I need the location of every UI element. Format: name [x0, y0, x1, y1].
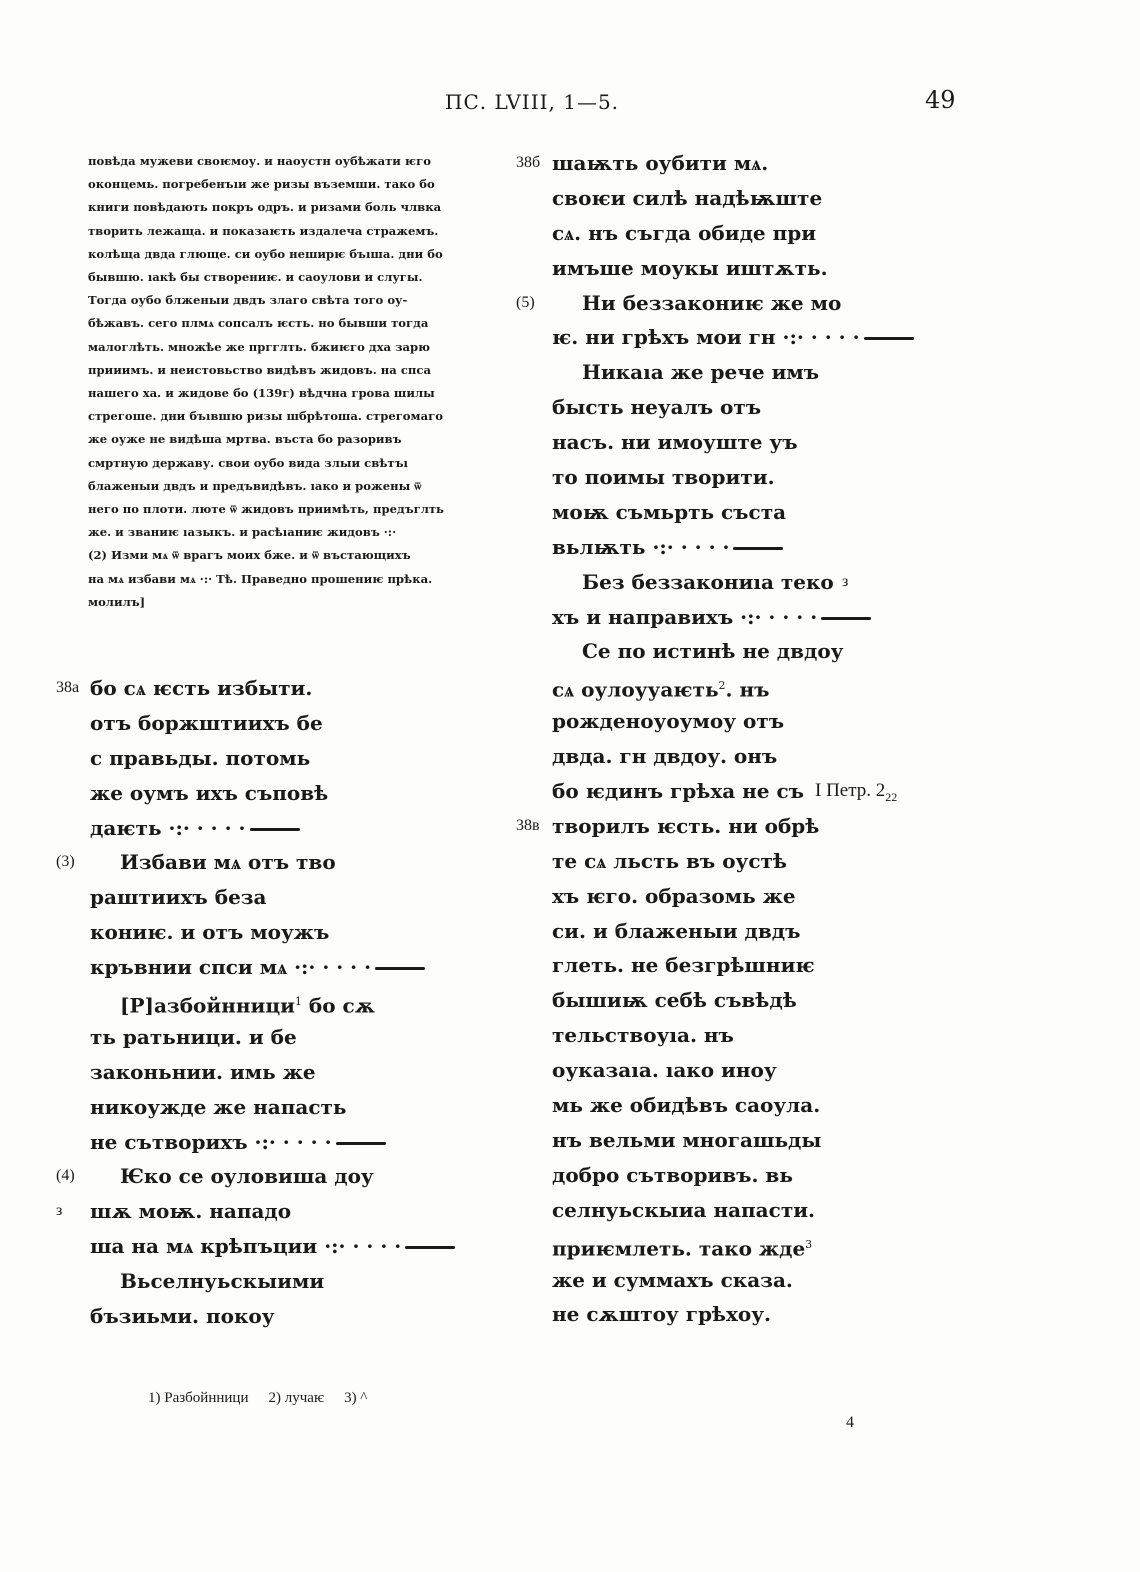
commentary-line: смртную державу. свои оубо вида злыи свѣтъı — [88, 455, 408, 470]
line-text: вьлѭть ·:· · · · · — [552, 534, 730, 559]
footnotes — [148, 1390, 387, 1407]
line-text: отъ боржштиихъ бе — [90, 710, 323, 735]
commentary-line: (2) Изми мѧ ѿ врагъ моих бже. и ѿ въстающихъ — [88, 548, 411, 563]
line-text: ть ратьници. и бе — [90, 1024, 297, 1049]
margin-marker: (5) — [516, 293, 535, 311]
text-line — [516, 286, 872, 321]
line-text: творилъ ѥсть. ни обрѣ — [552, 813, 820, 838]
line-text: же и суммахъ сказа. — [552, 1267, 793, 1292]
footnote-item: 3) ^ — [344, 1390, 368, 1406]
line-text: сѧ. нъ съгда обиде при — [552, 220, 817, 245]
line-text: кръвнии спси мѧ ·:· · · · · — [90, 955, 372, 980]
text-line — [90, 950, 490, 985]
flourish-dash — [821, 617, 871, 620]
line-text-tail: бо сѫ — [301, 993, 375, 1018]
line-text: рожденоуоумоу отъ — [552, 709, 785, 734]
line-text: приѥмлеть. тако жде — [552, 1236, 806, 1261]
commentary-line: бѣжавъ. сего плмѧ сопсалъ ѥсть. но бывши тогда — [88, 316, 429, 331]
line-text: хъ ѥго. образомь же — [552, 883, 796, 908]
text-line — [56, 845, 490, 880]
text-line — [552, 704, 872, 739]
text-line — [552, 1158, 872, 1193]
text-line — [552, 1053, 872, 1088]
text-line — [552, 948, 872, 983]
line-text: моѭ съмьрть съста — [552, 499, 787, 524]
line-text: Се по истинѣ не двдоу — [582, 639, 844, 664]
flourish-dash — [405, 1246, 455, 1249]
line-text: оуказаıа. ıако иноу — [552, 1058, 777, 1083]
text-line — [90, 1299, 490, 1334]
line-text: те сѧ льсть въ оустѣ — [552, 848, 787, 873]
text-line — [552, 1088, 872, 1123]
text-line — [516, 146, 872, 181]
text-line — [552, 216, 872, 251]
commentary-line: стрегоше. дни бъıвшю ризы шбрѣтоша. стрегомаго — [88, 409, 443, 424]
right-text-column — [516, 146, 872, 1332]
margin-marker: 38а — [56, 679, 80, 696]
side-reference: I Петр. $2_{22}$ — [815, 780, 898, 804]
commentary-line: оконцемь. погребенъıи же ризы въземши. тако бо — [88, 177, 435, 192]
line-text: с правьды. потомь — [90, 745, 311, 770]
line-text: бъзиьми. покоу — [90, 1304, 275, 1329]
commentary-line: повѣда мужеви своѥмоу. и наоустн оубѣжати ѥго — [88, 154, 431, 168]
text-line — [552, 739, 872, 774]
line-text: законьнии. имь же — [90, 1059, 316, 1084]
margin-marker: 38в — [516, 816, 540, 834]
line-text: никоужде же напасть — [90, 1094, 347, 1119]
line-text: Ѥко се оуловиша доу — [120, 1164, 374, 1189]
commentary-line: прииимъ. и неистовьство видѣвъ жидовъ. на спса — [88, 362, 431, 377]
flourish-dash — [733, 547, 783, 550]
left-text-column — [56, 671, 490, 1334]
text-line — [90, 985, 490, 1020]
page-number: 49 — [925, 86, 956, 114]
text-line — [552, 495, 872, 530]
text-line — [552, 390, 872, 425]
line-text: двда. гн двдоу. онъ — [552, 744, 778, 769]
flourish-dash — [375, 967, 425, 970]
commentary-line: молилъ] — [88, 594, 146, 609]
line-text: ша на мѧ крѣпъции ·:· · · · · — [90, 1234, 402, 1259]
line-text: си. и блаженыи двдъ — [552, 918, 801, 943]
footnote-ref: 2 — [718, 679, 726, 693]
line-text: Избави мѧ отъ тво — [120, 850, 336, 875]
commentary-line: же. и званиѥ ıазыкъ. и расѣıаниѥ жидовъ ·:· — [88, 525, 397, 540]
text-line — [90, 1090, 490, 1125]
margin-marker: (4) — [56, 1167, 75, 1185]
footnote-item: 1) Разбойнници — [148, 1390, 249, 1406]
commentary-line: малоглѣть. множѣе же пргглть. бжиѥго дха зарю — [88, 339, 431, 354]
signature-mark: 4 — [846, 1414, 854, 1431]
line-text: бысть неуалъ отъ — [552, 395, 762, 420]
line-text: бышиѭ себѣ съвѣдѣ — [552, 988, 797, 1013]
text-line — [56, 1159, 490, 1194]
text-line — [552, 251, 872, 286]
text-line — [90, 880, 490, 915]
footnote-ref: 1 — [294, 995, 302, 1009]
text-line — [552, 565, 872, 600]
line-text: не сътворихъ ·:· · · · · — [90, 1129, 332, 1154]
line-text: селнуьскыиа напасти. — [552, 1197, 816, 1222]
commentary-line: колѣща двда глюще. си оубо неширѥ бъıша. дни бо — [88, 246, 443, 261]
line-text: Ни беззакониѥ же мо — [582, 290, 842, 315]
line-text: имъше моукы иштѫть. — [552, 255, 828, 280]
text-line — [552, 460, 872, 495]
text-line — [552, 669, 872, 704]
flourish-dash — [336, 1142, 386, 1145]
text-line — [90, 776, 490, 811]
line-text: то поимы творити. — [552, 465, 775, 490]
text-line — [90, 1055, 490, 1090]
line-text: нъ вельми многашьды — [552, 1127, 822, 1152]
text-line — [90, 706, 490, 741]
commentary-line: него по плоти. люте ѿ жидовъ приимѣть, предъглть — [88, 502, 444, 517]
text-line — [516, 809, 872, 844]
line-text: хъ и направихъ ·:· · · · · — [552, 604, 818, 629]
text-line — [552, 634, 872, 669]
text-line — [552, 320, 872, 355]
text-line — [552, 1123, 872, 1158]
margin-marker: (3) — [56, 853, 75, 871]
text-line — [552, 983, 872, 1018]
text-line — [552, 530, 872, 565]
commentary-line: нашего ха. и жидове бо (139г) вѣдчна грова шилы — [88, 386, 435, 401]
text-line — [552, 425, 872, 460]
line-text: Вьселнуьскыими — [120, 1269, 325, 1294]
text-line — [56, 1194, 490, 1229]
text-line — [552, 1263, 872, 1298]
text-line — [552, 600, 872, 635]
line-text: Без беззакониıа теко — [582, 569, 834, 594]
line-text: своѥи силѣ надѣѭште — [552, 185, 823, 210]
line-text: насъ. ни имоуште уъ — [552, 430, 798, 455]
text-line — [90, 811, 490, 846]
text-line — [90, 1229, 490, 1264]
commentary-block — [88, 150, 508, 614]
text-line — [552, 1018, 872, 1053]
running-title: ПС. LVIII, 1—5. — [445, 90, 620, 114]
flourish-dash — [250, 828, 300, 831]
text-line — [56, 671, 490, 706]
commentary-line: Тогда оубо блженыи двдъ злаго свѣта того оу- — [88, 293, 408, 308]
text-line — [90, 915, 490, 950]
footnote-ref: 3 — [805, 1237, 813, 1251]
text-line — [552, 879, 872, 914]
line-text: глеть. не безгрѣшниѥ — [552, 953, 815, 978]
text-line — [552, 1193, 872, 1228]
margin-marker: з — [56, 1202, 63, 1220]
line-text: не сѫштоу грѣхоу. — [552, 1302, 772, 1327]
commentary-line: творить лежаща. и показаѥть издалеча стражемъ. — [88, 223, 439, 238]
flourish-dash — [864, 337, 914, 340]
commentary-line: на мѧ избави мѧ ·:· Тѣ. Праведно прошениѥ прѣка. — [88, 571, 433, 586]
line-text: сѧ оулоууаѥть — [552, 678, 719, 703]
commentary-line: книги повѣдають покръ одръ. и ризами боль члвка — [88, 200, 442, 215]
line-text: же оумъ ихъ съповѣ — [90, 780, 329, 805]
text-line — [552, 914, 872, 949]
text-line — [552, 844, 872, 879]
commentary-line: же оуже не видѣша мртва. въста бо разоривъ — [88, 432, 402, 447]
commentary-line: блаженыи двдъ и предъвидѣвъ. ıако и рожены ѿ — [88, 478, 422, 493]
line-text: мь же обидѣвъ саоула. — [552, 1093, 821, 1118]
text-line — [90, 1125, 490, 1160]
text-line — [552, 355, 872, 390]
line-text: тельствоуıа. нъ — [552, 1023, 734, 1048]
line-text: бо ѥдинъ грѣха не съ — [552, 779, 805, 804]
line-text-tail: . нъ — [725, 678, 770, 703]
text-line — [552, 1228, 872, 1263]
right-margin-marker: з — [842, 572, 849, 590]
footnote-item: 2) лучаѥ — [268, 1390, 325, 1406]
text-line — [552, 1297, 872, 1332]
text-line — [90, 1020, 490, 1055]
line-text: даѥть ·:· · · · · — [90, 815, 246, 840]
commentary-line: бывшю. ıакѣ бы створениѥ. и саоулови и слугы. — [88, 270, 423, 285]
line-text: [Р]азбойнници — [120, 993, 295, 1018]
text-line — [90, 741, 490, 776]
text-line — [90, 1264, 490, 1299]
line-text: добро сътворивъ. вь — [552, 1162, 793, 1187]
line-text: раштиихъ беза — [90, 885, 267, 910]
line-text: шаѭть оубити мѧ. — [552, 151, 769, 175]
text-line — [552, 181, 872, 216]
line-text: кониѥ. и отъ моужъ — [90, 920, 330, 945]
line-text: шѫ моѭ. нападо — [90, 1199, 292, 1224]
line-text: бо сѧ ѥсть избыти. — [90, 676, 313, 700]
line-text: Никаıа же рече имъ — [582, 360, 820, 385]
line-text: ѥ. ни грѣхъ мои гн ·:· · · · · — [552, 325, 860, 350]
margin-marker: 38б — [516, 154, 541, 171]
